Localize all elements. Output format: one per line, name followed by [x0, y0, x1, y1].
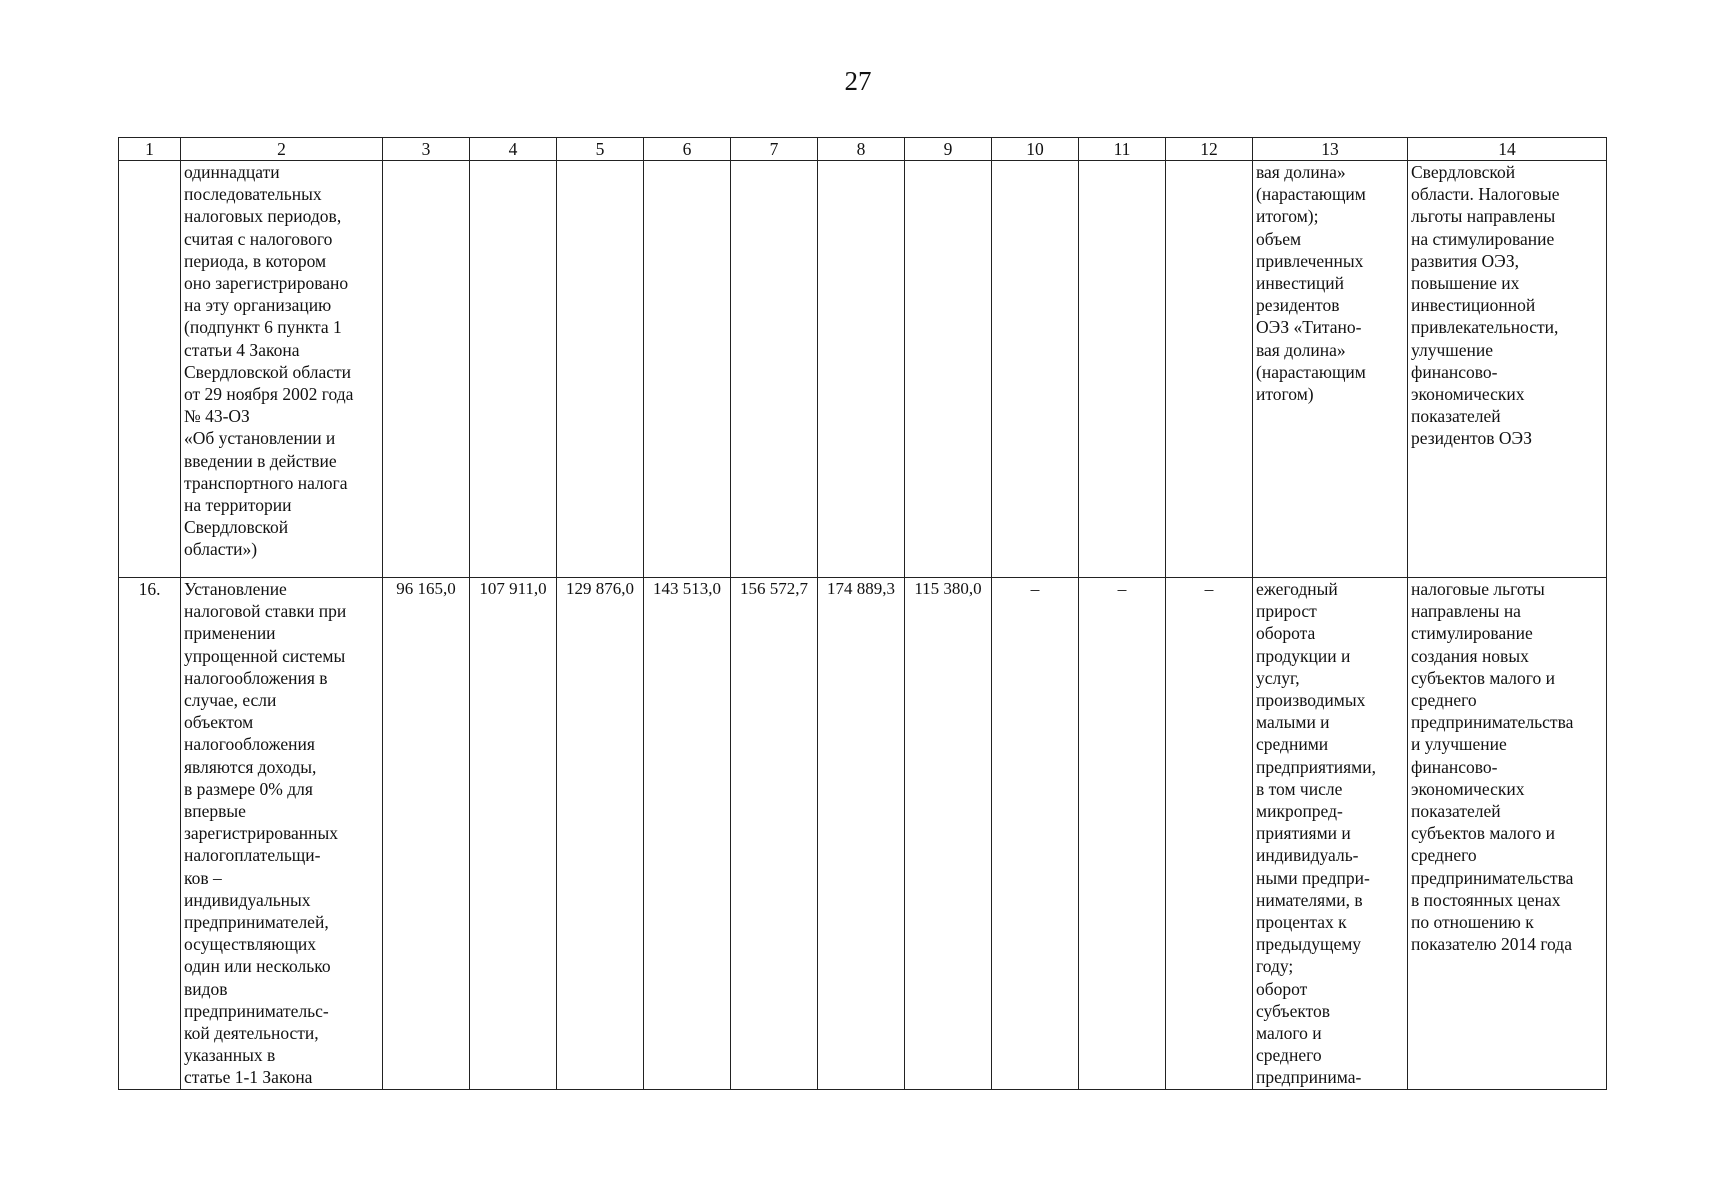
value-cell: 115 380,0: [905, 578, 992, 1090]
value-cell: [557, 161, 644, 578]
benefit-description: Установление налоговой ставки при применении упрощенной системы налогообложения в случае, если объектом налогообложения являются доходы, в размере 0% для впервые зарегистрированных налогоплательщи- ков – индивидуальных предпринимателей, осуществляющих один или несколько видов предпринимательс- кой деятельности, указанных в статье 1-1 Закона: [181, 578, 383, 1090]
column-header: 9: [905, 138, 992, 161]
value-cell: 156 572,7: [731, 578, 818, 1090]
value-cell: [1079, 161, 1166, 578]
value-cell: [470, 161, 557, 578]
benefit-description: одиннадцати последовательных налоговых периодов, считая с налогового периода, в котором оно зарегистрировано на эту организацию (подпункт 6 пункта 1 статьи 4 Закона Свердловской области от 29 ноября 2002 года № 43-ОЗ «Об установлении и введении в действие транспортного налога на территории Свердловской области»): [181, 161, 383, 578]
indicators-cell: вая долина» (нарастающим итогом); объем привлеченных инвестиций резидентов ОЭЗ «Титано- вая долина» (нарастающим итогом): [1253, 161, 1408, 578]
column-header: 6: [644, 138, 731, 161]
value-cell: 107 911,0: [470, 578, 557, 1090]
benefits-table: [118, 137, 1607, 1090]
value-cell: –: [1079, 578, 1166, 1090]
column-header: 3: [383, 138, 470, 161]
column-header: 13: [1253, 138, 1408, 161]
column-header: 14: [1408, 138, 1607, 161]
value-cell: –: [1166, 578, 1253, 1090]
row-number: 16.: [119, 578, 181, 1090]
column-header: 11: [1079, 138, 1166, 161]
value-cell: 143 513,0: [644, 578, 731, 1090]
value-cell: [644, 161, 731, 578]
goal-cell: налоговые льготы направлены на стимулирование создания новых субъектов малого и среднего предпринимательства и улучшение финансово- экономических показателей субъектов малого и среднего предпринимательства в постоянных ценах по отношению к показателю 2014 года: [1408, 578, 1607, 1090]
column-header: 7: [731, 138, 818, 161]
value-cell: [383, 161, 470, 578]
value-cell: [818, 161, 905, 578]
value-cell: [992, 161, 1079, 578]
column-header: 1: [119, 138, 181, 161]
value-cell: 96 165,0: [383, 578, 470, 1090]
column-header: 10: [992, 138, 1079, 161]
table-row: [119, 578, 1607, 1090]
column-header: 5: [557, 138, 644, 161]
value-cell: [1166, 161, 1253, 578]
page-number: 27: [844, 66, 872, 96]
goal-cell: Свердловской области. Налоговые льготы направлены на стимулирование развития ОЭЗ, повышение их инвестиционной привлекательности, улучшение финансово- экономических показателей резидентов ОЭЗ: [1408, 161, 1607, 578]
row-number: [119, 161, 181, 578]
table-row: [119, 161, 1607, 578]
value-cell: –: [992, 578, 1079, 1090]
indicators-cell: ежегодный прирост оборота продукции и услуг, производимых малыми и средними предприятиями, в том числе микропред- приятиями и индивидуаль- ными предпри- нимателями, в процентах к предыдущему году; оборот субъектов малого и среднего предпринима-: [1253, 578, 1408, 1090]
column-header: 12: [1166, 138, 1253, 161]
column-header: 8: [818, 138, 905, 161]
value-cell: 174 889,3: [818, 578, 905, 1090]
column-header: 4: [470, 138, 557, 161]
value-cell: 129 876,0: [557, 578, 644, 1090]
column-header: 2: [181, 138, 383, 161]
value-cell: [731, 161, 818, 578]
value-cell: [905, 161, 992, 578]
column-number-row: [119, 138, 1607, 161]
